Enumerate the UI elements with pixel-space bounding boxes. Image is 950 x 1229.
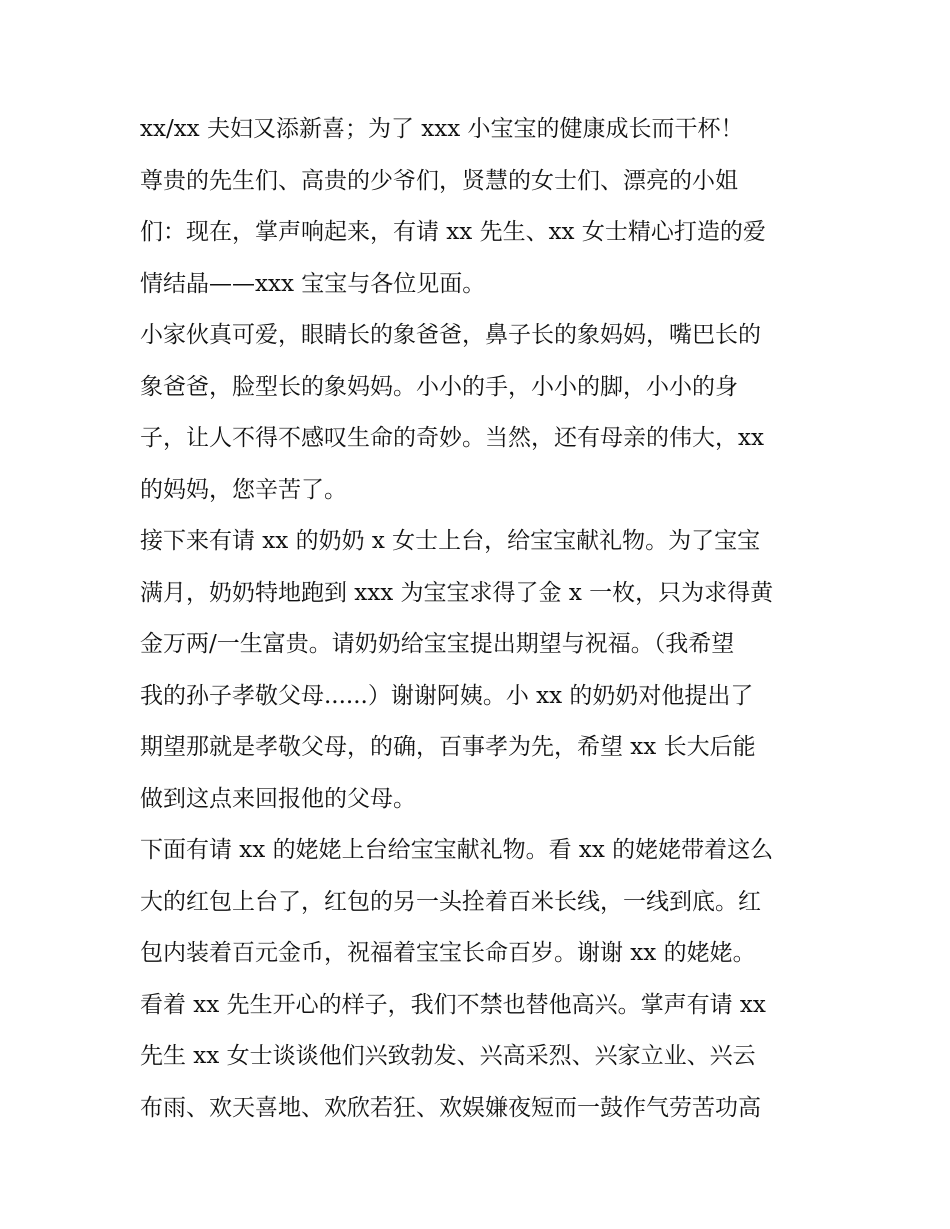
text-line: 情结晶——xxx 宝宝与各位见面。	[140, 270, 486, 297]
text-line: 接下来有请 xx 的奶奶 x 女士上台，给宝宝献礼物。为了宝宝	[140, 528, 761, 554]
text-line: 满月，奶奶特地跑到 xxx 为宝宝求得了金 x 一枚，只为求得黄	[140, 579, 774, 606]
text-line: 我的孙子孝敬父母......）谢谢阿姨。小 xx 的奶奶对他提出了	[140, 682, 754, 709]
document-body	[140, 104, 820, 1134]
text-line: 期望那就是孝敬父母，的确，百事孝为先，希望 xx 长大后能	[140, 734, 756, 760]
text-line: 包内装着百元金币，祝福着宝宝长命百岁。谢谢 xx 的姥姥。	[140, 940, 756, 966]
text-line: 子，让人不得不感叹生命的奇妙。当然，还有母亲的伟大，xx	[140, 425, 764, 451]
text-line: 先生 xx 女士谈谈他们兴致勃发、兴高采烈、兴家立业、兴云	[140, 1043, 756, 1069]
text-line: 金万两/一生富贵。请奶奶给宝宝提出期望与祝福。（我希望	[140, 631, 735, 657]
text-line: 尊贵的先生们、高贵的少爷们，贤慧的女士们、漂亮的小姐	[140, 167, 738, 194]
text-line: 布雨、欢天喜地、欢欣若狂、欢娱嫌夜短而一鼓作气劳苦功高	[140, 1094, 761, 1121]
text-line: 象爸爸，脸型长的象妈妈。小小的手，小小的脚，小小的身	[140, 373, 738, 400]
text-line: 小家伙真可爱，眼睛长的象爸爸，鼻子长的象妈妈，嘴巴长的	[140, 322, 761, 348]
text-line: 的妈妈，您辛苦了。	[140, 476, 347, 503]
text-line: 下面有请 xx 的姥姥上台给宝宝献礼物。看 xx 的姥姥带着这么	[140, 837, 774, 863]
text-line: 看着 xx 先生开心的样子，我们不禁也替他高兴。掌声有请 xx	[140, 991, 766, 1018]
text-line: 大的红包上台了，红包的另一头拴着百米长线，一线到底。红	[140, 888, 761, 915]
text-line: xx/xx 夫妇又添新喜；为了 xxx 小宝宝的健康成长而干杯！	[140, 116, 744, 142]
text-line: 做到这点来回报他的父母。	[140, 785, 416, 812]
text-line: 们：现在，掌声响起来，有请 xx 先生、xx 女士精心打造的爱	[140, 219, 766, 245]
